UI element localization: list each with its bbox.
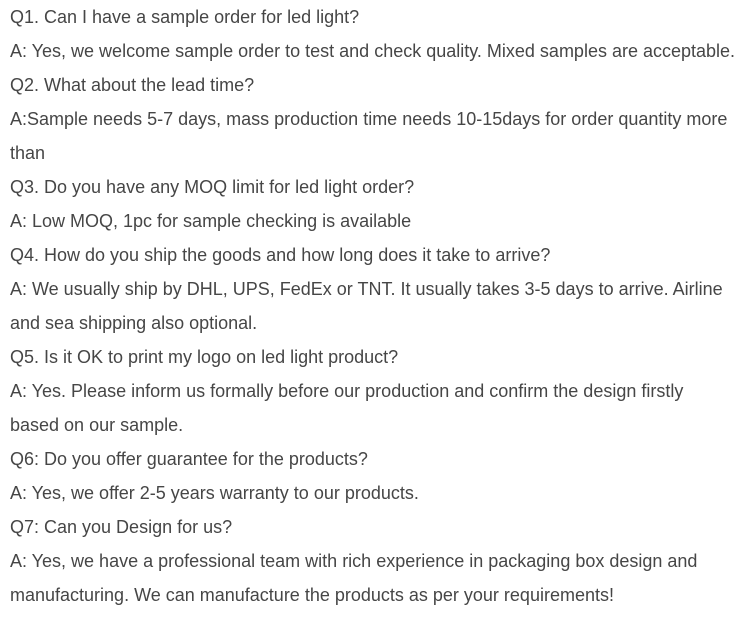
faq-answer-1: A: Yes, we welcome sample order to test and check quality. Mixed samples are acceptable. <box>10 41 736 61</box>
faq-answer-7-line-1: A: Yes, we have a professional team with rich experience in packaging box design and <box>10 551 698 571</box>
faq-question-3: Q3. Do you have any MOQ limit for led light order? <box>10 177 415 197</box>
faq-question-6: Q6: Do you offer guarantee for the products? <box>10 449 368 469</box>
faq-answer-5-line-2: based on our sample. <box>10 415 184 435</box>
faq-answer-4-line-2: and sea shipping also optional. <box>10 313 258 333</box>
faq-answer-6: A: Yes, we offer 2-5 years warranty to our products. <box>10 483 419 503</box>
faq-question-1: Q1. Can I have a sample order for led light? <box>10 7 360 27</box>
faq-answer-2-line-2: than <box>10 143 46 163</box>
faq-answer-2-line-1: A:Sample needs 5-7 days, mass production time needs 10-15days for order quantity more <box>10 109 728 129</box>
faq-question-5: Q5. Is it OK to print my logo on led light product? <box>10 347 399 367</box>
faq-answer-4-line-1: A: We usually ship by DHL, UPS, FedEx or TNT. It usually takes 3-5 days to arrive. Airline <box>10 279 723 299</box>
faq-question-7: Q7: Can you Design for us? <box>10 517 233 537</box>
faq-question-2: Q2. What about the lead time? <box>10 75 255 95</box>
faq-question-4: Q4. How do you ship the goods and how long does it take to arrive? <box>10 245 551 265</box>
faq-answer-7-line-2: manufacturing. We can manufacture the products as per your requirements! <box>10 585 614 605</box>
faq-answer-5-line-1: A: Yes. Please inform us formally before our production and confirm the design firstly <box>10 381 684 401</box>
faq-answer-3: A: Low MOQ, 1pc for sample checking is available <box>10 211 412 231</box>
